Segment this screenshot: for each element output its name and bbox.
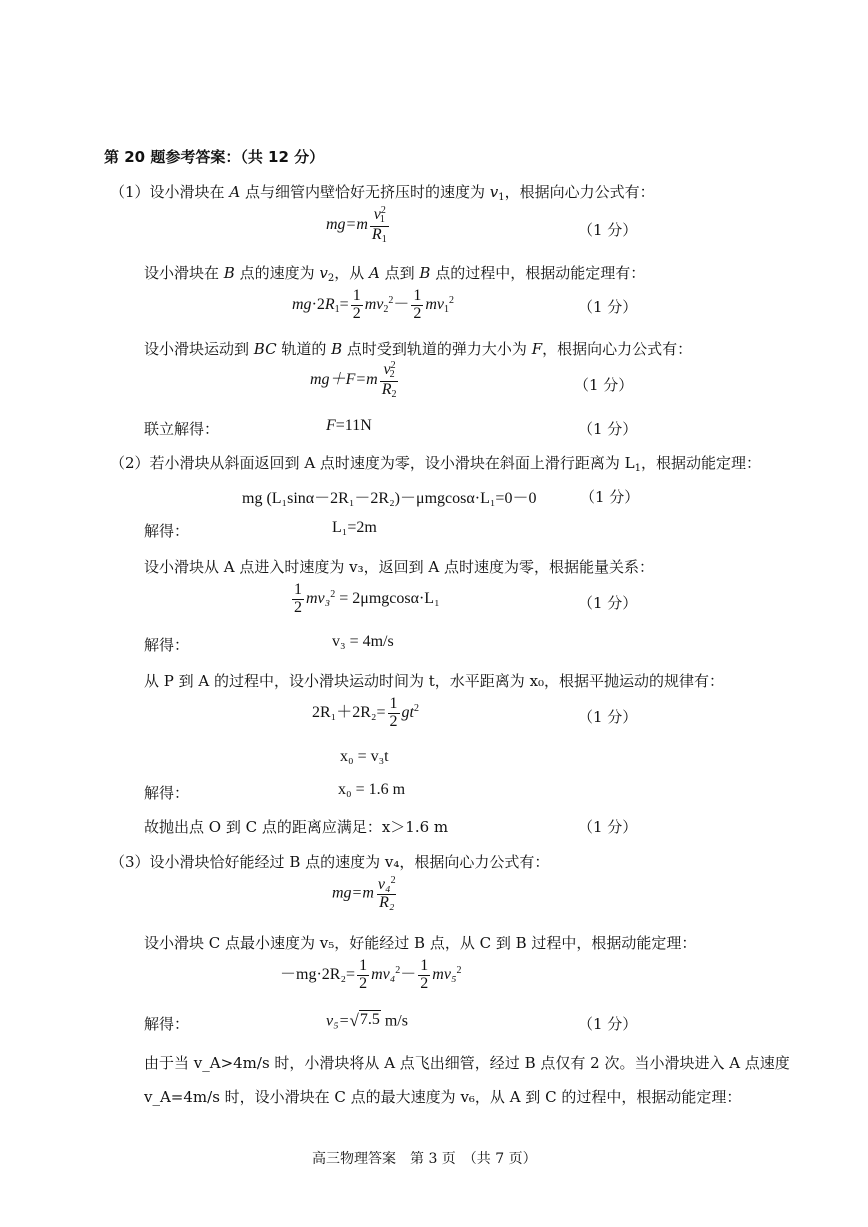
result-v5: v₅= √ 7.5 m/s (326, 1010, 408, 1030)
score-mark-2: （1 分） (578, 298, 638, 316)
part2-solve-label-2: 解得： (144, 636, 190, 654)
equation-horizontal: x₀ = v₃t (340, 748, 389, 765)
part2-para3: 从 P 到 A 的过程中，设小滑块运动时间为 t，水平距离为 x₀，根据平抛运动的规律有： (144, 672, 725, 690)
equation-energy-CB: －mg·2R₂= $\frac{1}{2}$ mv₄$^2$－ $\frac{1}{2}$ mv₅$^2$ (280, 957, 462, 992)
part3-solve-label: 解得： (144, 1015, 190, 1033)
equation-centripetal-B-min: mg=m $\frac{v_4^2}{\text{R₂}}$ (332, 875, 396, 911)
equation-fall: 2R₁＋2R₂= $\frac{1}{2}$ $gt^2$ (312, 695, 419, 730)
score-mark-8: （1 分） (578, 818, 638, 836)
part3-para3-line2: v_A=4m/s 时，设小滑块在 C 点的最大速度为 v₆，从 A 到 C 的过程中，根据动能定理： (144, 1088, 742, 1106)
question-title: 第 20 题参考答案：（共 12 分） (104, 148, 325, 166)
part1-joint-label: 联立解得： (144, 420, 220, 438)
equation-incline: mg (L₁sinα－2R₁－2R₂)－μmgcosα·L₁=0－0 (242, 490, 537, 507)
part2-conclusion: 故抛出点 O 到 C 点的距离应满足：x＞1.6 m (144, 818, 449, 836)
part2-solve-label-3: 解得： (144, 784, 190, 802)
part3-intro: （3）设小滑块恰好能经过 B 点的速度为 v₄，根据向心力公式有： (110, 853, 550, 871)
part3-para3-line1: 由于当 v_A>4m/s 时，小滑块将从 A 点飞出细管，经过 B 点仅有 2 次。当小滑块进入 A 点速度 (144, 1054, 790, 1072)
part2-intro: （2）若小滑块从斜面返回到 A 点时速度为零，设小滑块在斜面上滑行距离为 $L_1$，根据动能定理： (110, 454, 762, 474)
result-v3: v₃ = 4m/s (332, 633, 394, 650)
score-mark-6: （1 分） (578, 594, 638, 612)
equation-energy-AB: $mg\cdot 2R_1=$ $\frac{1}{2}$ $mv_2^2-$ $\frac{1}{2}$ $mv_1^2$ (292, 287, 455, 322)
score-mark-3: （1 分） (574, 376, 634, 394)
score-mark-7: （1 分） (578, 708, 638, 726)
result-L1: L₁=2m (332, 519, 377, 536)
part1-para2: 设小滑块在 B 点的速度为 $v_2$，从 A 点到 B 点的过程中，根据动能定理有： (144, 264, 646, 284)
part1-intro: （1）设小滑块在 A 点与细管内壁恰好无挤压时的速度为 $v_1$，根据向心力公式有： (110, 183, 655, 203)
score-mark-4: （1 分） (578, 420, 638, 438)
part2-solve-label-1: 解得： (144, 522, 190, 540)
part1-para3: 设小滑块运动到 BC 轨道的 B 点时受到轨道的弹力大小为 F，根据向心力公式有： (144, 340, 693, 358)
result-F: F=11N (326, 417, 372, 434)
equation-centripetal-A: mg=m $\frac{v^2_1}{R_1}$ (326, 205, 387, 245)
part2-para2: 设小滑块从 A 点进入时速度为 v₃，返回到 A 点时速度为零，根据能量关系： (144, 558, 654, 576)
page-footer: 高三物理答案 第 3 页 （共 7 页） (312, 1151, 537, 1167)
equation-centripetal-B: mg＋F=m $\frac{v^2_2}{R_2}$ (310, 360, 397, 400)
result-x0: x₀ = 1.6 m (338, 781, 406, 798)
score-mark-1: （1 分） (578, 221, 638, 239)
part3-para2: 设小滑块 C 点最小速度为 v₅，好能经过 B 点，从 C 到 B 过程中，根据动能定理： (144, 934, 697, 952)
equation-energy-A: $\frac{1}{2}$ mv₃$^2$ = 2μmgcosα·L₁ (294, 581, 440, 616)
score-mark-5: （1 分） (580, 488, 640, 506)
score-mark-9: （1 分） (578, 1015, 638, 1033)
